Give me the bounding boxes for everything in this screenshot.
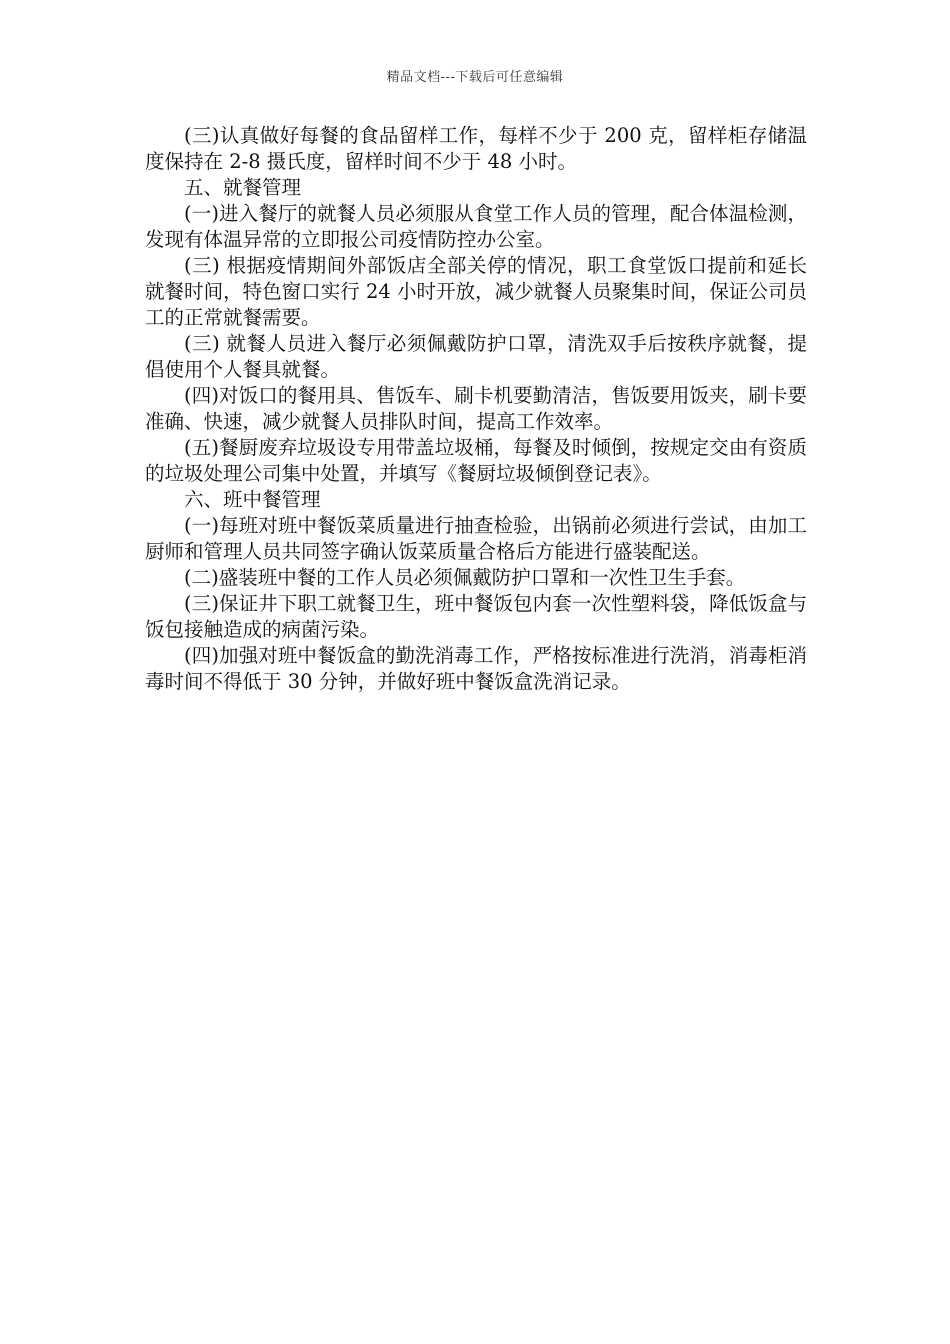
paragraph-mask-wearing: (三) 就餐人员进入餐厅必须佩戴防护口罩，清洗双手后按秩序就餐，提倡使用个人餐具就餐。	[145, 332, 807, 381]
paragraph-food-sample: (三)认真做好每餐的食品留样工作，每样不少于 200 克，留样柜存储温度保持在 2-8 摄氏度，留样时间不少于 48 小时。	[145, 124, 807, 173]
paragraph-waste-disposal: (五)餐厨废弃垃圾设专用带盖垃圾桶，每餐及时倾倒，按规定交由有资质的垃圾处理公司集中处置，并填写《餐厨垃圾倾倒登记表》。	[145, 436, 807, 485]
paragraph-dining-rules: (一)进入餐厅的就餐人员必须服从食堂工作人员的管理，配合体温检测，发现有体温异常的立即报公司疫情防控办公室。	[145, 202, 807, 251]
section-heading-shift-meal: 六、班中餐管理	[184, 488, 321, 511]
paragraph-extended-hours: (三) 根据疫情期间外部饭店全部关停的情况，职工食堂饭口提前和延长就餐时间，特色窗口实行 24 小时开放，减少就餐人员聚集时间，保证公司员工的正常就餐需要。	[145, 254, 807, 329]
paragraph-quality-check: (一)每班对班中餐饭菜质量进行抽查检验，出锅前必须进行尝试，由加工厨师和管理人员共同签字确认饭菜质量合格后方能进行盛装配送。	[145, 514, 807, 563]
paragraph-packing-staff: (二)盛装班中餐的工作人员必须佩戴防护口罩和一次性卫生手套。	[184, 566, 746, 589]
page-header: 精品文档---下载后可任意编辑	[386, 70, 564, 85]
paragraph-cleaning: (四)对饭口的餐用具、售饭车、刷卡机要勤清洁，售饭要用饭夹，刷卡要准确、快速，减少就餐人员排队时间，提高工作效率。	[145, 384, 807, 433]
document-body	[145, 123, 807, 695]
section-heading-dining: 五、就餐管理	[184, 176, 302, 199]
paragraph-disinfection: (四)加强对班中餐饭盒的勤洗消毒工作，严格按标准进行洗消，消毒柜消毒时间不得低于 30 分钟，并做好班中餐饭盒洗消记录。	[145, 644, 807, 693]
paragraph-underground-hygiene: (三)保证井下职工就餐卫生，班中餐饭包内套一次性塑料袋，降低饭盒与饭包接触造成的病菌污染。	[145, 592, 807, 641]
